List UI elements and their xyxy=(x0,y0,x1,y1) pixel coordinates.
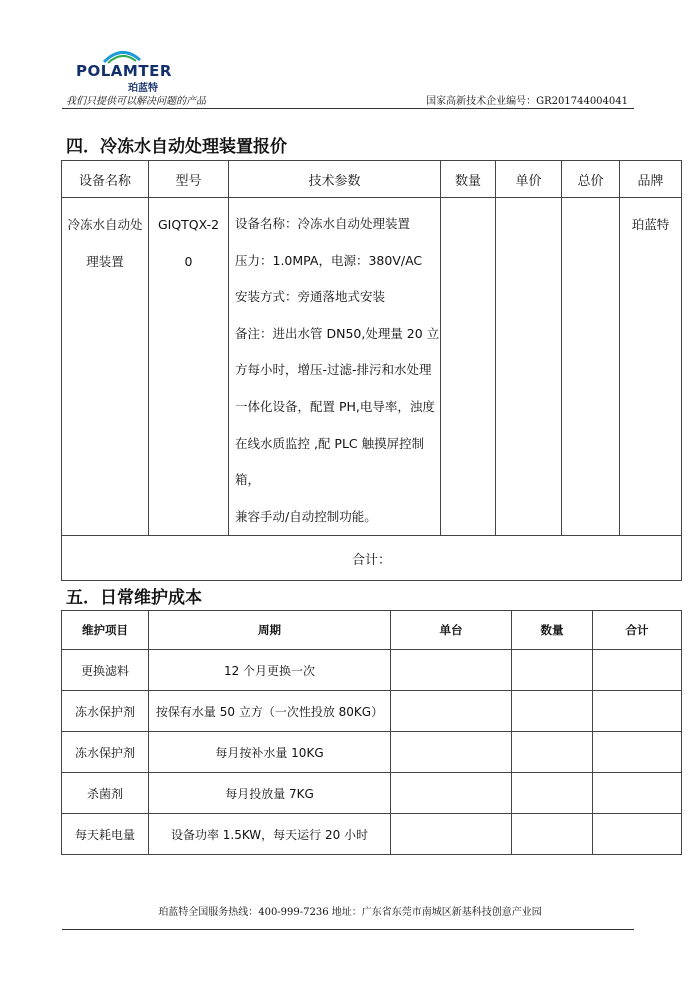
model-line: GIQTQX-2 xyxy=(157,217,220,232)
column-header: 总价 xyxy=(562,161,620,198)
param-line: 备注：进出水管 DN50,处理量 20 立 xyxy=(235,325,440,341)
logo-wordmark: POLAMTER xyxy=(76,62,172,80)
table-row xyxy=(62,691,682,732)
unit-price-cell xyxy=(496,198,562,536)
table-row xyxy=(62,773,682,814)
header-divider xyxy=(62,108,634,109)
column-header: 品牌 xyxy=(620,161,682,198)
model-line: 0 xyxy=(184,254,193,269)
maintenance-item: 冻水保护剂 xyxy=(62,691,149,732)
table-row xyxy=(62,732,682,773)
quantity-cell xyxy=(512,814,593,855)
maintenance-cost-table xyxy=(61,610,682,855)
total-label: 合计： xyxy=(62,536,682,581)
column-header: 单台 xyxy=(391,611,512,650)
subtotal-cell xyxy=(593,650,682,691)
param-line: 设备名称：冷冻水自动处理装置 xyxy=(235,216,411,231)
table-row xyxy=(62,198,682,536)
param-line: 一体化设备，配置 PH,电导率，浊度 xyxy=(235,398,435,414)
maintenance-header-row xyxy=(62,611,682,650)
column-header: 数量 xyxy=(512,611,593,650)
company-slogan: 我们只提供可以解决问题的产品 xyxy=(66,96,206,107)
maintenance-item: 每天耗电量 xyxy=(62,814,149,855)
maintenance-item: 冻水保护剂 xyxy=(62,732,149,773)
section-5-title: 五．日常维护成本 xyxy=(66,588,202,608)
model-cell xyxy=(149,198,229,536)
maintenance-period: 每月投放量 7KG xyxy=(149,773,391,814)
maintenance-period: 每月按补水量 10KG xyxy=(149,732,391,773)
param-line: 压力：1.0MPA，电源：380V/AC xyxy=(235,252,423,268)
column-header: 型号 xyxy=(149,161,229,198)
table-row xyxy=(62,650,682,691)
maintenance-period: 按保有水量 50 立方（一次性投放 80KG） xyxy=(149,691,391,732)
param-line: 兼容手动/自动控制功能。 xyxy=(235,508,377,524)
unit-cost-cell xyxy=(391,773,512,814)
quantity-cell xyxy=(512,732,593,773)
maintenance-period: 设备功率 1.5KW，每天运行 20 小时 xyxy=(149,814,391,855)
brand-value: 珀蓝特 xyxy=(631,217,670,232)
table-row xyxy=(62,814,682,855)
column-header: 合计 xyxy=(593,611,682,650)
equipment-name-line: 冷冻水自动处 xyxy=(67,217,143,232)
subtotal-cell xyxy=(593,814,682,855)
maintenance-period: 12 个月更换一次 xyxy=(149,650,391,691)
param-line: 在线水质监控 ,配 PLC 触摸屏控制箱， xyxy=(235,435,425,488)
footer-contact: 珀蓝特全国服务热线：400-999-7236 地址：广东省东莞市南城区新基科技创意产业园 xyxy=(158,907,542,918)
column-header: 技术参数 xyxy=(229,161,441,198)
quantity-cell xyxy=(441,198,496,536)
quantity-cell xyxy=(512,773,593,814)
quantity-cell xyxy=(512,691,593,732)
unit-cost-cell xyxy=(391,650,512,691)
unit-cost-cell xyxy=(391,691,512,732)
column-header: 数量 xyxy=(441,161,496,198)
footer-divider xyxy=(62,929,634,930)
subtotal-cell xyxy=(593,691,682,732)
column-header: 单价 xyxy=(496,161,562,198)
param-line: 方每小时，增压-过滤-排污和水处理 xyxy=(235,362,432,378)
quotation-header-row xyxy=(62,161,682,198)
maintenance-item: 更换滤料 xyxy=(62,650,149,691)
quotation-table xyxy=(61,160,682,581)
column-header: 维护项目 xyxy=(62,611,149,650)
certification-number: 国家高新技术企业编号：GR201744004041 xyxy=(426,96,628,107)
quantity-cell xyxy=(512,650,593,691)
company-logo xyxy=(66,48,186,94)
total-row xyxy=(62,536,682,581)
unit-cost-cell xyxy=(391,814,512,855)
logo-chinese-name: 珀蓝特 xyxy=(128,83,158,94)
column-header: 周期 xyxy=(149,611,391,650)
brand-cell xyxy=(620,198,682,536)
equipment-name-line: 理装置 xyxy=(86,254,124,269)
subtotal-cell xyxy=(593,732,682,773)
maintenance-item: 杀菌剂 xyxy=(62,773,149,814)
technical-params-cell xyxy=(229,198,441,536)
equipment-name-cell xyxy=(62,198,149,536)
param-line: 安装方式：旁通落地式安装 xyxy=(235,289,386,305)
column-header: 设备名称 xyxy=(62,161,149,198)
subtotal-cell xyxy=(593,773,682,814)
section-4-title: 四．冷冻水自动处理装置报价 xyxy=(66,137,287,157)
total-price-cell xyxy=(562,198,620,536)
unit-cost-cell xyxy=(391,732,512,773)
